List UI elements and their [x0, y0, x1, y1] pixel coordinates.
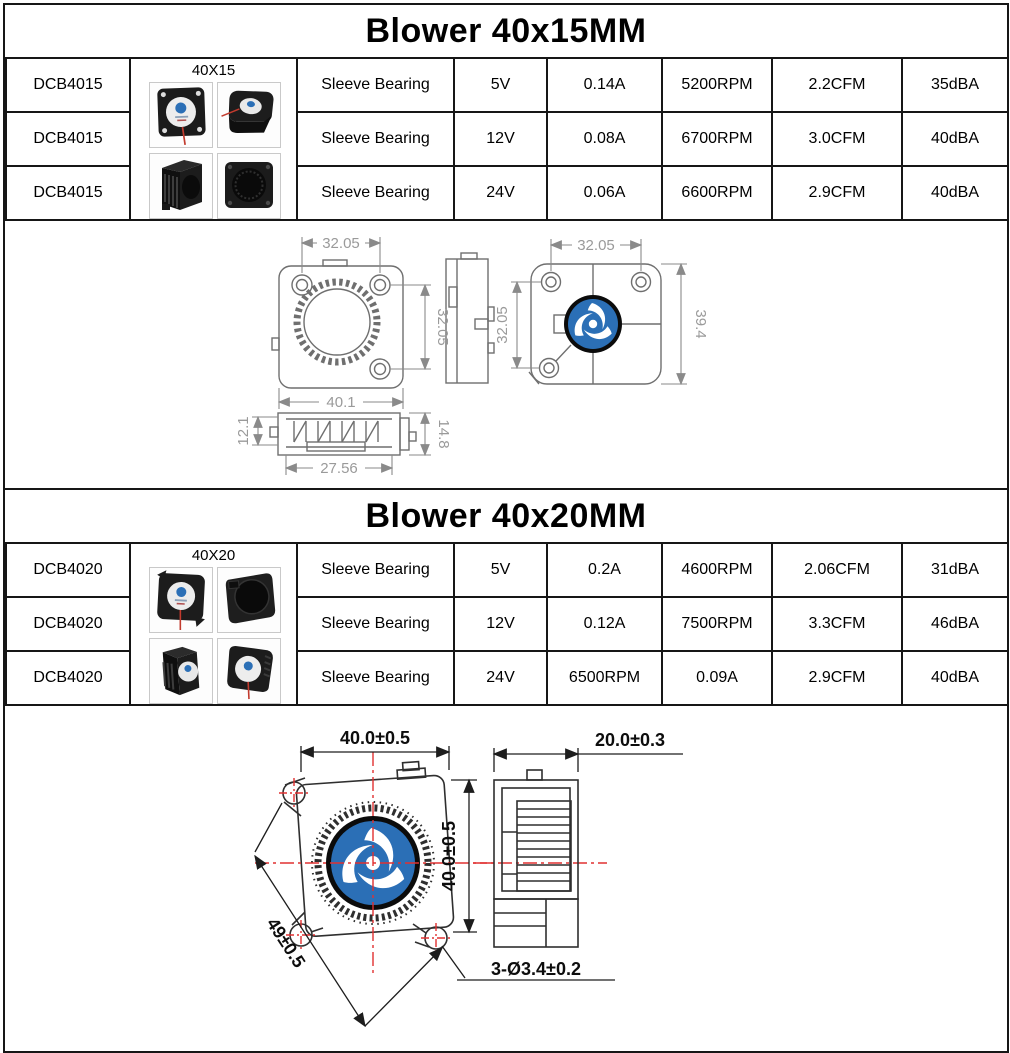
- speed-cell: 0.09A: [662, 651, 772, 705]
- impeller-40x15: [564, 295, 622, 353]
- bearing-cell: Sleeve Bearing: [297, 112, 454, 166]
- current-cell: 0.08A: [547, 112, 662, 166]
- noise-cell: 40dBA: [902, 166, 1008, 220]
- model-cell: DCB4015: [6, 58, 130, 112]
- model-cell: DCB4015: [6, 166, 130, 220]
- product-photo-angled-vents: [217, 638, 281, 704]
- speed-cell: 4600RPM: [662, 543, 772, 597]
- dimension-lines: [255, 746, 683, 1026]
- front-view-40x15: [272, 260, 403, 388]
- noise-cell: 35dBA: [902, 58, 1008, 112]
- noise-cell: 40dBA: [902, 651, 1008, 705]
- airflow-cell: 2.9CFM: [772, 166, 902, 220]
- speed-cell: 5200RPM: [662, 58, 772, 112]
- side-view-40x20: [494, 770, 578, 947]
- product-photo-side-angled: [149, 638, 213, 704]
- noise-cell: 46dBA: [902, 597, 1008, 651]
- bearing-cell: Sleeve Bearing: [297, 58, 454, 112]
- dim-diagonal: 49±0.5: [262, 914, 310, 972]
- spec-table-40x15: [5, 57, 1009, 221]
- dim-mounting-holes: 3-Ø3.4±0.2: [491, 959, 581, 979]
- product-photo-back: [217, 153, 281, 219]
- product-photo-grid: [131, 567, 296, 704]
- section-title-40x20: Blower 40x20MM: [365, 496, 647, 535]
- voltage-cell: 5V: [454, 58, 547, 112]
- spec-table-40x20: [5, 542, 1009, 706]
- airflow-cell: 2.06CFM: [772, 543, 902, 597]
- dim-bottom-right: 14.8: [435, 419, 452, 449]
- dimension-labels: [263, 728, 665, 979]
- bearing-cell: Sleeve Bearing: [297, 597, 454, 651]
- current-cell: 6500RPM: [547, 651, 662, 705]
- product-images-cell: [130, 58, 297, 220]
- speed-cell: 7500RPM: [662, 597, 772, 651]
- voltage-cell: 12V: [454, 597, 547, 651]
- current-cell: 0.06A: [547, 166, 662, 220]
- dim-bottom-left: 12.1: [235, 416, 252, 446]
- technical-drawing-area-40x15: [5, 221, 1007, 490]
- product-photo-back-angled: [217, 567, 281, 633]
- technical-drawing-40x15: [5, 221, 1007, 488]
- speed-cell: 6600RPM: [662, 166, 772, 220]
- voltage-cell: 5V: [454, 543, 547, 597]
- section-title-40x15: Blower 40x15MM: [365, 11, 647, 50]
- model-cell: DCB4020: [6, 597, 130, 651]
- dim-front-top: 32.05: [322, 235, 360, 252]
- current-cell: 0.14A: [547, 58, 662, 112]
- dim-back-right: 39.4: [692, 309, 709, 339]
- model-cell: DCB4015: [6, 112, 130, 166]
- voltage-cell: 24V: [454, 651, 547, 705]
- table-row: [6, 58, 1008, 112]
- product-size-label: 40X15: [191, 61, 236, 79]
- noise-cell: 31dBA: [902, 543, 1008, 597]
- product-photo-angled: [217, 82, 281, 148]
- technical-drawing-40x20: [5, 706, 1007, 1051]
- bottom-view-40x15: [270, 413, 416, 455]
- airflow-cell: 3.3CFM: [772, 597, 902, 651]
- dim-height: 40.0±0.5: [439, 821, 459, 891]
- centerlines: [255, 752, 607, 974]
- model-cell: DCB4020: [6, 651, 130, 705]
- side-view-40x15: [446, 253, 494, 383]
- airflow-cell: 3.0CFM: [772, 112, 902, 166]
- model-cell: DCB4020: [6, 543, 130, 597]
- product-photo-side: [149, 153, 213, 219]
- dim-back-left: 32.05: [494, 306, 511, 344]
- current-cell: 0.2A: [547, 543, 662, 597]
- airflow-cell: 2.9CFM: [772, 651, 902, 705]
- airflow-cell: 2.2CFM: [772, 58, 902, 112]
- spec-sheet: [3, 3, 1009, 1053]
- current-cell: 0.12A: [547, 597, 662, 651]
- voltage-cell: 24V: [454, 166, 547, 220]
- bearing-cell: Sleeve Bearing: [297, 651, 454, 705]
- bearing-cell: Sleeve Bearing: [297, 166, 454, 220]
- dim-width: 40.0±0.5: [340, 728, 410, 748]
- dim-depth: 20.0±0.3: [595, 730, 665, 750]
- dim-back-top: 32.05: [577, 237, 615, 254]
- product-size-label: 40X20: [191, 546, 236, 564]
- voltage-cell: 12V: [454, 112, 547, 166]
- dim-front-right: 32.05: [434, 308, 451, 346]
- noise-cell: 40dBA: [902, 112, 1008, 166]
- speed-cell: 6700RPM: [662, 112, 772, 166]
- product-photo-front: [149, 82, 213, 148]
- technical-drawing-area-40x20: [5, 706, 1007, 1051]
- bearing-cell: Sleeve Bearing: [297, 543, 454, 597]
- product-photo-front: [149, 567, 213, 633]
- product-photo-grid: [131, 82, 296, 219]
- dim-front-bottom: 40.1: [326, 394, 356, 411]
- table-row: [6, 543, 1008, 597]
- dim-bottom-width: 27.56: [320, 460, 358, 477]
- product-images-cell: [130, 543, 297, 705]
